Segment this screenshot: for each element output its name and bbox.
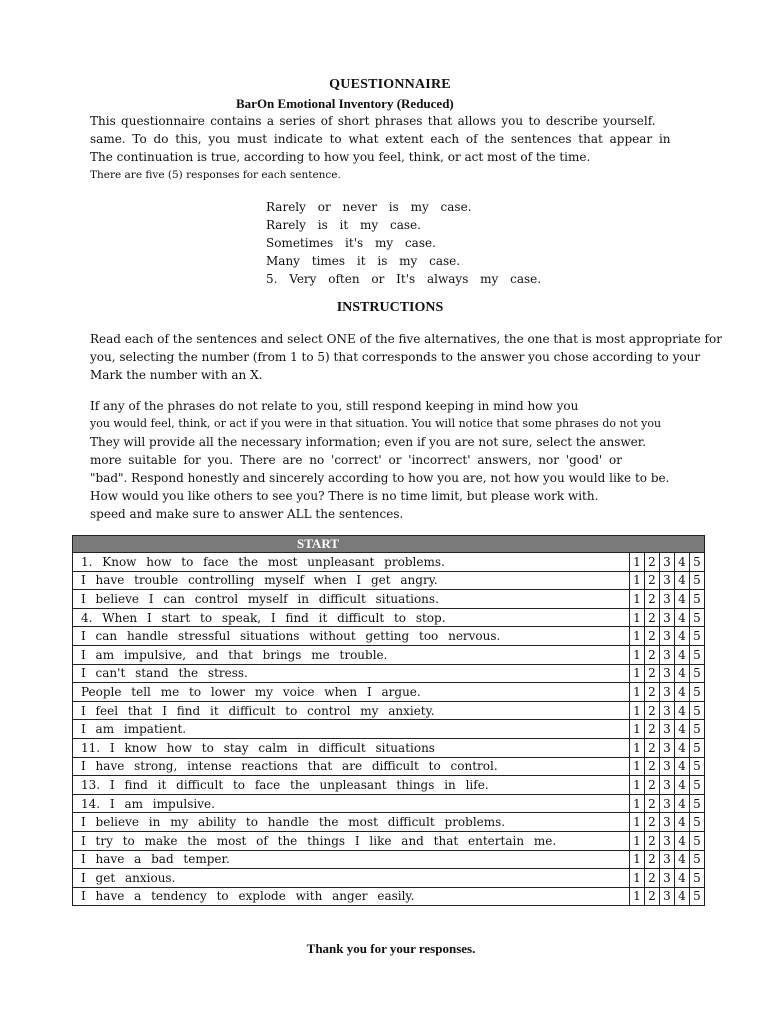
answer-option-4[interactable]: 4 — [675, 571, 690, 590]
table-body — [73, 553, 705, 906]
answer-option-4[interactable]: 4 — [675, 553, 690, 572]
table-row — [73, 645, 705, 664]
statement-cell: I get anxious. — [73, 869, 630, 888]
answer-option-2[interactable]: 2 — [645, 757, 660, 776]
answer-option-2[interactable]: 2 — [645, 720, 660, 739]
answer-option-2[interactable]: 2 — [645, 869, 660, 888]
answer-option-4[interactable]: 4 — [675, 757, 690, 776]
answer-option-3[interactable]: 3 — [660, 738, 675, 757]
answer-option-1[interactable]: 1 — [630, 869, 645, 888]
answer-option-4[interactable]: 4 — [675, 590, 690, 609]
answer-option-4[interactable]: 4 — [675, 683, 690, 702]
questionnaire-table — [72, 535, 705, 906]
page-title: QUESTIONNAIRE — [329, 77, 451, 92]
statement-cell: I have trouble controlling myself when I get angry. — [73, 571, 630, 590]
answer-option-2[interactable]: 2 — [645, 701, 660, 720]
instructions-paragraph-2 — [90, 397, 700, 523]
statement-cell: I have a tendency to explode with anger easily. — [73, 887, 630, 906]
answer-option-4[interactable]: 4 — [675, 850, 690, 869]
answer-option-4[interactable]: 4 — [675, 608, 690, 627]
instruction-line: Read each of the sentences and select ONE of the five alternatives, the one that is most appropriate for — [90, 332, 722, 346]
statement-cell: I try to make the most of the things I like and that entertain me. — [73, 831, 630, 850]
answer-option-3[interactable]: 3 — [660, 683, 675, 702]
statement-cell: I can handle stressful situations without getting too nervous. — [73, 627, 630, 646]
answer-option-5[interactable]: 5 — [690, 627, 705, 646]
table-row — [73, 553, 705, 572]
answer-option-4[interactable]: 4 — [675, 664, 690, 683]
table-row — [73, 664, 705, 683]
answer-option-1[interactable]: 1 — [630, 757, 645, 776]
thank-you-note: Thank you for your responses. — [306, 941, 476, 956]
statement-cell: 4. When I start to speak, I find it difficult to stop. — [73, 608, 630, 627]
answer-option-3[interactable]: 3 — [660, 887, 675, 906]
answer-option-4[interactable]: 4 — [675, 701, 690, 720]
answer-option-3[interactable]: 3 — [660, 720, 675, 739]
answer-option-4[interactable]: 4 — [675, 627, 690, 646]
answer-option-4[interactable]: 4 — [675, 794, 690, 813]
table-row — [73, 720, 705, 739]
answer-option-3[interactable]: 3 — [660, 590, 675, 609]
answer-option-2[interactable]: 2 — [645, 794, 660, 813]
statement-cell: I believe I can control myself in difficult situations. — [73, 590, 630, 609]
instruction-line: more suitable for you. There are no 'correct' or 'incorrect' answers, nor 'good' or — [90, 453, 622, 467]
answer-option-3[interactable]: 3 — [660, 553, 675, 572]
answer-option-4[interactable]: 4 — [675, 776, 690, 795]
answer-option-3[interactable]: 3 — [660, 664, 675, 683]
answer-option-2[interactable]: 2 — [645, 813, 660, 832]
answer-option-1[interactable]: 1 — [630, 683, 645, 702]
answer-option-3[interactable]: 3 — [660, 794, 675, 813]
answer-option-3[interactable]: 3 — [660, 850, 675, 869]
answer-option-2[interactable]: 2 — [645, 850, 660, 869]
answer-option-2[interactable]: 2 — [645, 590, 660, 609]
instructions-title: INSTRUCTIONS — [336, 300, 444, 315]
answer-option-1[interactable]: 1 — [630, 645, 645, 664]
instruction-line: you, selecting the number (from 1 to 5) that corresponds to the answer you chose according to your — [90, 350, 701, 364]
scale-option: Rarely or never is my case. — [266, 200, 472, 214]
answer-option-3[interactable]: 3 — [660, 813, 675, 832]
answer-option-5[interactable]: 5 — [690, 608, 705, 627]
table-row — [73, 701, 705, 720]
answer-option-2[interactable]: 2 — [645, 683, 660, 702]
answer-option-5[interactable]: 5 — [690, 683, 705, 702]
answer-option-5[interactable]: 5 — [690, 645, 705, 664]
answer-option-2[interactable]: 2 — [645, 831, 660, 850]
answer-option-2[interactable]: 2 — [645, 608, 660, 627]
answer-option-5[interactable]: 5 — [690, 664, 705, 683]
scale-option: Sometimes it's my case. — [266, 236, 436, 250]
answer-option-3[interactable]: 3 — [660, 831, 675, 850]
statement-cell: I am impulsive, and that brings me trouble. — [73, 645, 630, 664]
instructions-paragraph-1 — [90, 330, 722, 384]
answer-option-1[interactable]: 1 — [630, 701, 645, 720]
answer-option-2[interactable]: 2 — [645, 571, 660, 590]
statement-cell: I am impatient. — [73, 720, 630, 739]
answer-option-1[interactable]: 1 — [630, 627, 645, 646]
answer-option-3[interactable]: 3 — [660, 571, 675, 590]
statement-cell: I have a bad temper. — [73, 850, 630, 869]
answer-option-5[interactable]: 5 — [690, 738, 705, 757]
statement-cell: I have strong, intense reactions that are difficult to control. — [73, 757, 630, 776]
table-row — [73, 831, 705, 850]
table-row — [73, 627, 705, 646]
answer-option-1[interactable]: 1 — [630, 553, 645, 572]
page-subtitle: BarOn Emotional Inventory (Reduced) — [236, 96, 454, 111]
answer-option-5[interactable]: 5 — [690, 831, 705, 850]
answer-option-4[interactable]: 4 — [675, 720, 690, 739]
answer-option-3[interactable]: 3 — [660, 869, 675, 888]
answer-option-3[interactable]: 3 — [660, 701, 675, 720]
answer-option-1[interactable]: 1 — [630, 831, 645, 850]
answer-option-1[interactable]: 1 — [630, 813, 645, 832]
answer-option-5[interactable]: 5 — [690, 553, 705, 572]
intro-line: There are five (5) responses for each sentence. — [90, 169, 341, 181]
statement-cell: 14. I am impulsive. — [73, 794, 630, 813]
answer-option-4[interactable]: 4 — [675, 645, 690, 664]
answer-option-2[interactable]: 2 — [645, 887, 660, 906]
answer-option-3[interactable]: 3 — [660, 608, 675, 627]
answer-option-5[interactable]: 5 — [690, 701, 705, 720]
table-row — [73, 869, 705, 888]
instruction-line: How would you like others to see you? There is no time limit, but please work with. — [90, 489, 599, 503]
scale-option: Rarely is it my case. — [266, 218, 421, 232]
answer-option-4[interactable]: 4 — [675, 813, 690, 832]
answer-option-5[interactable]: 5 — [690, 887, 705, 906]
instruction-line: Mark the number with an X. — [90, 368, 263, 382]
intro-line: This questionnaire contains a series of short phrases that allows you to describe yourself. — [90, 114, 656, 128]
answer-option-1[interactable]: 1 — [630, 571, 645, 590]
answer-option-1[interactable]: 1 — [630, 776, 645, 795]
answer-option-5[interactable]: 5 — [690, 850, 705, 869]
instruction-line: "bad". Respond honestly and sincerely according to how you are, not how you would like to be. — [90, 471, 670, 485]
table-row — [73, 757, 705, 776]
answer-option-1[interactable]: 1 — [630, 850, 645, 869]
answer-option-1[interactable]: 1 — [630, 887, 645, 906]
answer-option-4[interactable]: 4 — [675, 831, 690, 850]
instruction-line: you would feel, think, or act if you were in that situation. You will notice that some phrases do not you — [90, 417, 662, 430]
table-row — [73, 738, 705, 757]
statement-cell: 13. I find it difficult to face the unpleasant things in life. — [73, 776, 630, 795]
answer-option-1[interactable]: 1 — [630, 720, 645, 739]
instruction-line: speed and make sure to answer ALL the sentences. — [90, 507, 404, 521]
answer-option-5[interactable]: 5 — [690, 776, 705, 795]
intro-line: The continuation is true, according to how you feel, think, or act most of the time. — [90, 150, 591, 164]
instruction-line: They will provide all the necessary information; even if you are not sure, select the answer. — [90, 435, 647, 449]
response-scale — [266, 198, 541, 288]
answer-option-4[interactable]: 4 — [675, 869, 690, 888]
statement-cell: I believe in my ability to handle the most difficult problems. — [73, 813, 630, 832]
statement-cell: I feel that I find it difficult to control my anxiety. — [73, 701, 630, 720]
statement-cell: 11. I know how to stay calm in difficult situations — [73, 738, 630, 757]
answer-option-3[interactable]: 3 — [660, 627, 675, 646]
answer-option-5[interactable]: 5 — [690, 794, 705, 813]
answer-option-2[interactable]: 2 — [645, 627, 660, 646]
answer-option-3[interactable]: 3 — [660, 776, 675, 795]
statement-cell: I can't stand the stress. — [73, 664, 630, 683]
answer-option-5[interactable]: 5 — [690, 590, 705, 609]
table-row — [73, 683, 705, 702]
scale-option: Many times it is my case. — [266, 254, 461, 268]
answer-option-3[interactable]: 3 — [660, 757, 675, 776]
answer-option-4[interactable]: 4 — [675, 887, 690, 906]
statement-cell: 1. Know how to face the most unpleasant problems. — [73, 553, 630, 572]
table-row — [73, 813, 705, 832]
intro-line: same. To do this, you must indicate to what extent each of the sentences that appear in — [90, 132, 671, 146]
answer-option-5[interactable]: 5 — [690, 813, 705, 832]
table-row — [73, 776, 705, 795]
scale-option: 5. Very often or It's always my case. — [266, 272, 542, 286]
answer-option-4[interactable]: 4 — [675, 738, 690, 757]
answer-option-2[interactable]: 2 — [645, 645, 660, 664]
answer-option-2[interactable]: 2 — [645, 738, 660, 757]
answer-option-2[interactable]: 2 — [645, 664, 660, 683]
table-row — [73, 794, 705, 813]
answer-option-5[interactable]: 5 — [690, 869, 705, 888]
table-row — [73, 590, 705, 609]
table-header-row — [73, 536, 705, 553]
table-header-start: START — [73, 536, 705, 553]
table-row — [73, 571, 705, 590]
instruction-line: If any of the phrases do not relate to you, still respond keeping in mind how you — [90, 399, 579, 413]
answer-option-3[interactable]: 3 — [660, 645, 675, 664]
answer-option-5[interactable]: 5 — [690, 757, 705, 776]
statement-cell: People tell me to lower my voice when I argue. — [73, 683, 630, 702]
answer-option-5[interactable]: 5 — [690, 720, 705, 739]
table-row — [73, 608, 705, 627]
answer-option-5[interactable]: 5 — [690, 571, 705, 590]
answer-option-1[interactable]: 1 — [630, 738, 645, 757]
answer-option-1[interactable]: 1 — [630, 608, 645, 627]
table-row — [73, 887, 705, 906]
answer-option-1[interactable]: 1 — [630, 664, 645, 683]
intro-paragraph — [90, 112, 690, 184]
answer-option-2[interactable]: 2 — [645, 776, 660, 795]
answer-option-1[interactable]: 1 — [630, 590, 645, 609]
table-row — [73, 850, 705, 869]
answer-option-1[interactable]: 1 — [630, 794, 645, 813]
answer-option-2[interactable]: 2 — [645, 553, 660, 572]
